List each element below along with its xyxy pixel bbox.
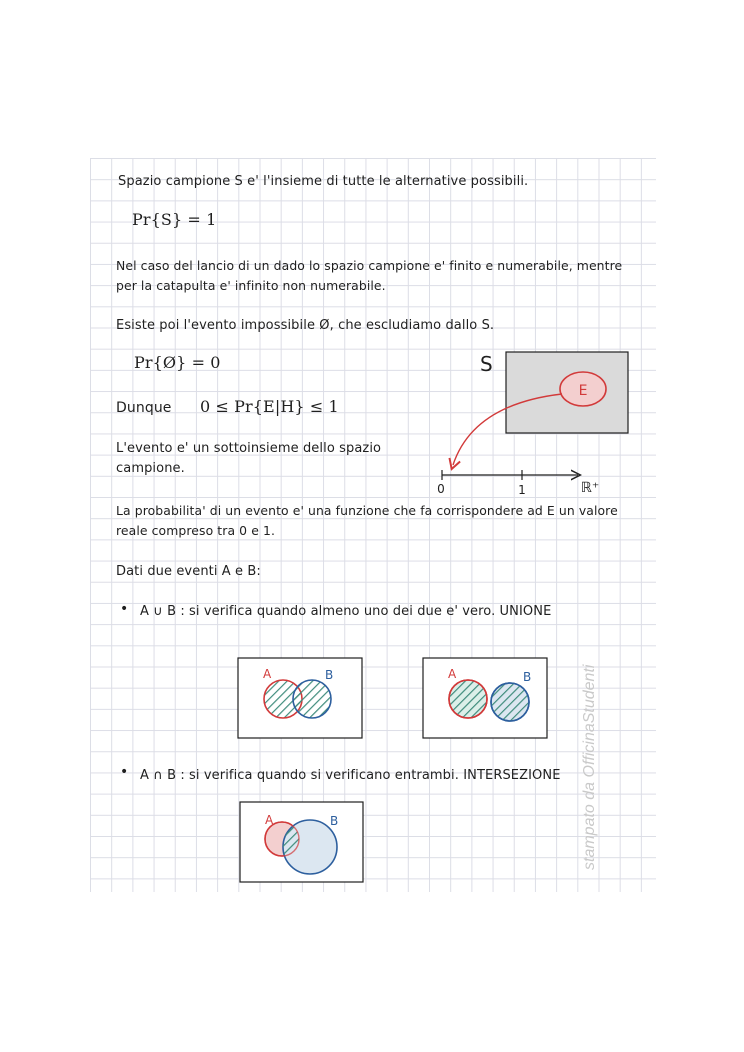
formula-prob-empty: Pr{Ø} = 0: [134, 353, 221, 372]
formula-prob-s: Pr{S} = 1: [132, 210, 217, 229]
set-b-label: B: [330, 814, 339, 828]
dice-example-line-2: per la catapulta e' infinito non numerabile.: [116, 278, 386, 293]
probability-definition-line-1: La probabilita' di un evento e' una funzione che fa corrispondere ad E un valore: [116, 503, 618, 518]
subset-line-1: L'evento e' un sottoinsieme dello spazio: [116, 441, 382, 456]
event-e-label: E: [578, 383, 588, 399]
set-a-label: A: [263, 667, 272, 681]
union-venn-overlapping: [238, 658, 362, 738]
bullet-intersection: •: [120, 764, 129, 780]
set-b-label: B: [523, 670, 532, 684]
intersection-venn: [240, 802, 363, 882]
set-b-label: B: [325, 668, 334, 682]
set-a-circle: [449, 680, 487, 718]
axis-label-set: ℝ⁺: [580, 480, 600, 496]
watermark: stampato da OfficinaStudenti: [581, 664, 598, 870]
union-venn-disjoint: [423, 658, 547, 738]
formula-prob-range: 0 ≤ Pr{E|H} ≤ 1: [200, 397, 339, 416]
intersection-definition: A ∩ B : si verifica quando si verificano entrambi. INTERSEZIONE: [140, 768, 561, 783]
impossible-event-line: Esiste poi l'evento impossibile Ø, che escludiamo dallo S.: [116, 318, 495, 333]
dice-example-line-1: Nel caso del lancio di un dado lo spazio campione e' finito e numerabile, mentre: [116, 258, 623, 273]
set-b-circle: [491, 683, 529, 721]
definition-sample-space: Spazio campione S e' l'insieme di tutte le alternative possibili.: [118, 174, 529, 189]
sample-space-diagram: [437, 352, 628, 497]
two-events-line: Dati due eventi A e B:: [116, 564, 261, 579]
probability-definition-line-2: reale compreso tra 0 e 1.: [116, 523, 275, 538]
subset-line-2: campione.: [116, 461, 185, 476]
set-a-label: A: [448, 667, 457, 681]
axis-label-one: 1: [518, 483, 526, 497]
set-a-label: A: [265, 813, 274, 827]
bullet-union: •: [120, 601, 129, 617]
axis-label-zero: 0: [437, 482, 445, 496]
set-b-circle: [293, 680, 331, 718]
dunque-label: Dunque: [116, 400, 172, 416]
set-s-label: S: [480, 352, 493, 376]
union-definition: A ∪ B : si verifica quando almeno uno dei due e' vero. UNIONE: [140, 604, 552, 619]
